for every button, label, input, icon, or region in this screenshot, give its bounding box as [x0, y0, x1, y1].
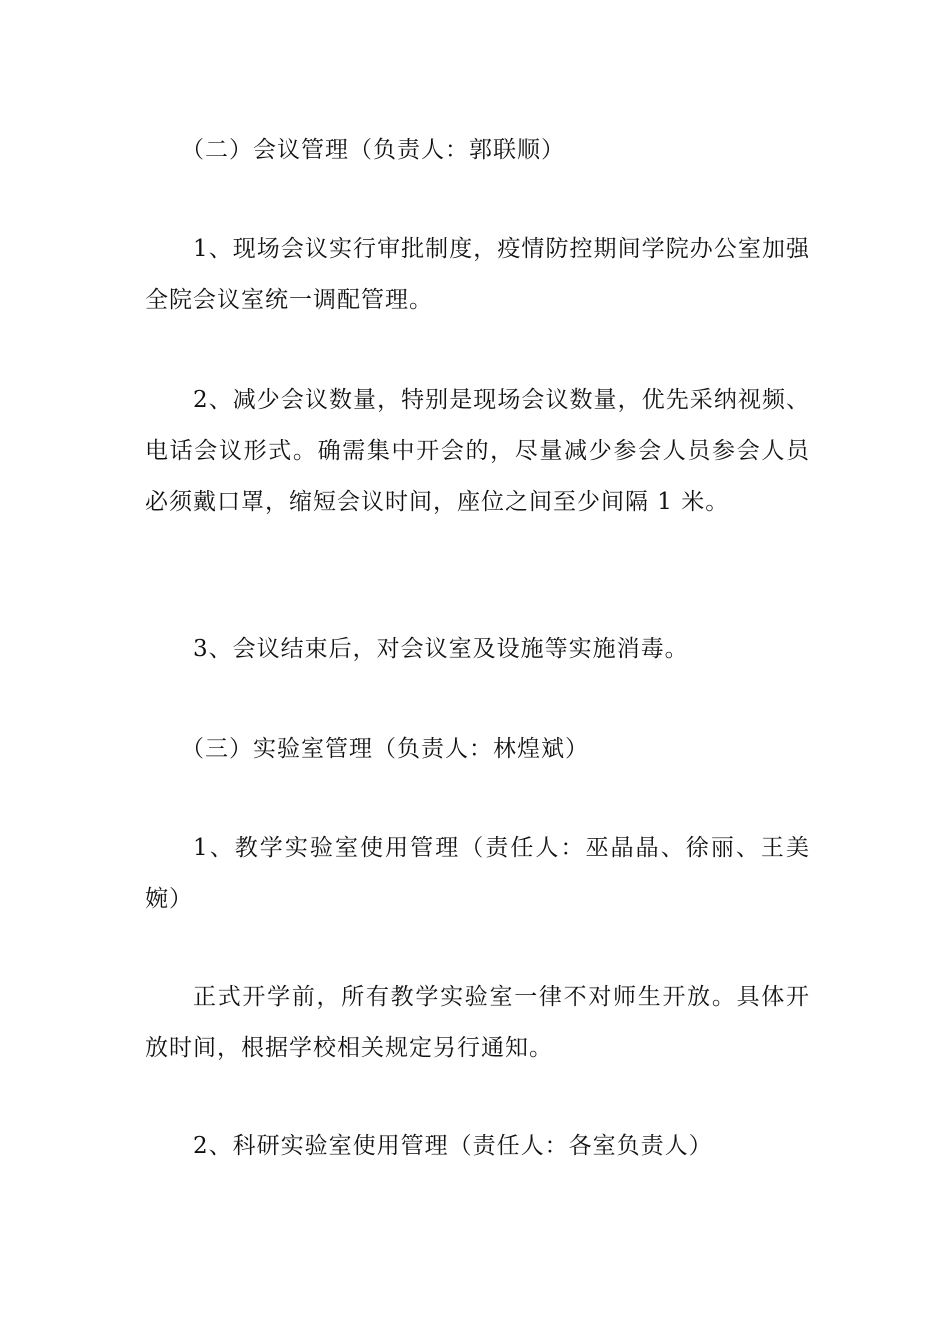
- section-heading-meeting-management: （二）会议管理（负责人：郭联顺）: [181, 137, 565, 163]
- paragraph-teaching-lab-title: 1、教学实验室使用管理（责任人：巫晶晶、徐丽、王美婉）: [145, 835, 810, 912]
- paragraph-disinfection: 3、会议结束后，对会议室及设施等实施消毒。: [193, 636, 689, 662]
- paragraph-reduce-meetings: 2、减少会议数量，特别是现场会议数量，优先采纳视频、电话会议形式。确需集中开会的，尽量减少参会人员参会人员必须戴口罩，缩短会议时间，座位之间至少间隔 1 米。: [145, 387, 810, 515]
- paragraph-research-lab-title: 2、科研实验室使用管理（责任人：各室负责人）: [193, 1133, 713, 1159]
- section-heading-lab-management: （三）实验室管理（负责人：林煌斌）: [181, 736, 589, 762]
- paragraph-teaching-lab-body: 正式开学前，所有教学实验室一律不对师生开放。具体开放时间，根据学校相关规定另行通知。: [145, 984, 810, 1061]
- paragraph-meeting-approval: 1、现场会议实行审批制度，疫情防控期间学院办公室加强全院会议室统一调配管理。: [145, 236, 810, 313]
